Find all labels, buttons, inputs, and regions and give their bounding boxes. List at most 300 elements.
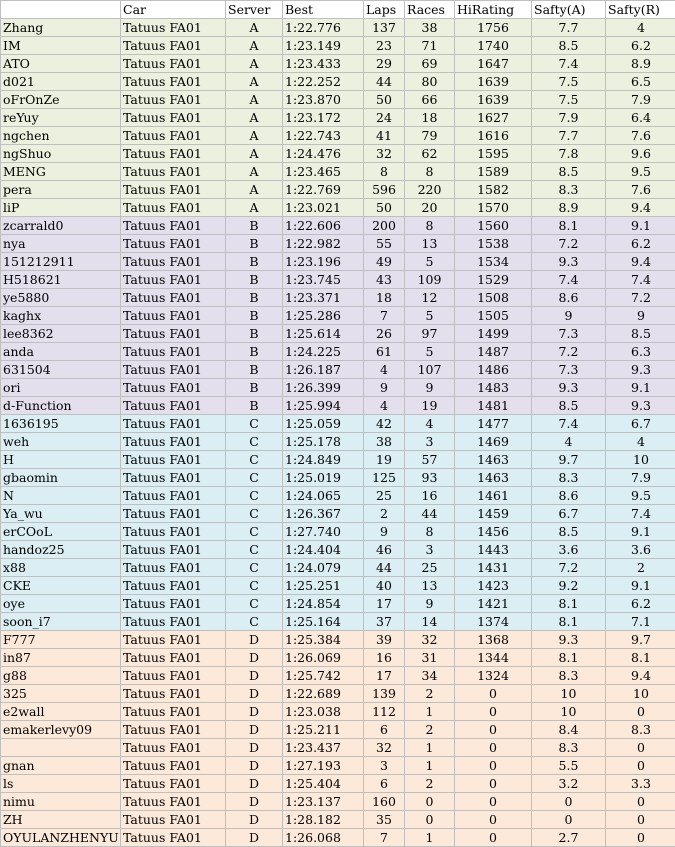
cell-races[interactable]: 9 [405, 595, 455, 613]
cell-safety-a[interactable]: 7.5 [532, 91, 606, 109]
cell-safety-r[interactable]: 0 [606, 811, 675, 829]
cell-server[interactable]: D [226, 667, 283, 685]
cell-laps[interactable]: 9 [364, 523, 405, 541]
cell-laps[interactable]: 50 [364, 91, 405, 109]
cell-best-lap[interactable]: 1:26.068 [283, 829, 364, 847]
cell-hirating[interactable]: 1431 [455, 559, 532, 577]
cell-best-lap[interactable]: 1:24.854 [283, 595, 364, 613]
cell-server[interactable]: A [226, 145, 283, 163]
cell-safety-r[interactable]: 9.1 [606, 379, 675, 397]
cell-races[interactable]: 1 [405, 739, 455, 757]
cell-server[interactable]: C [226, 541, 283, 559]
cell-server[interactable]: D [226, 739, 283, 757]
cell-best-lap[interactable]: 1:27.740 [283, 523, 364, 541]
cell-races[interactable]: 38 [405, 19, 455, 37]
cell-car[interactable]: Tatuus FA01 [121, 379, 226, 397]
cell-best-lap[interactable]: 1:23.371 [283, 289, 364, 307]
cell-races[interactable]: 2 [405, 721, 455, 739]
cell-best-lap[interactable]: 1:23.038 [283, 703, 364, 721]
cell-safety-r[interactable]: 7.4 [606, 271, 675, 289]
cell-car[interactable]: Tatuus FA01 [121, 505, 226, 523]
cell-safety-a[interactable]: 8.1 [532, 649, 606, 667]
cell-server[interactable]: A [226, 109, 283, 127]
cell-safety-a[interactable]: 8.9 [532, 199, 606, 217]
cell-races[interactable]: 20 [405, 199, 455, 217]
cell-safety-r[interactable]: 7.6 [606, 181, 675, 199]
cell-driver[interactable] [1, 739, 121, 757]
cell-safety-r[interactable]: 9 [606, 307, 675, 325]
cell-server[interactable]: C [226, 469, 283, 487]
cell-car[interactable]: Tatuus FA01 [121, 685, 226, 703]
cell-safety-a[interactable]: 8.5 [532, 163, 606, 181]
cell-car[interactable]: Tatuus FA01 [121, 469, 226, 487]
cell-laps[interactable]: 9 [364, 379, 405, 397]
cell-races[interactable]: 32 [405, 631, 455, 649]
cell-server[interactable]: B [226, 343, 283, 361]
cell-safety-a[interactable]: 8.1 [532, 613, 606, 631]
cell-car[interactable]: Tatuus FA01 [121, 271, 226, 289]
cell-car[interactable]: Tatuus FA01 [121, 613, 226, 631]
cell-best-lap[interactable]: 1:25.994 [283, 397, 364, 415]
cell-safety-a[interactable]: 10 [532, 703, 606, 721]
cell-driver[interactable]: kaghx [1, 307, 121, 325]
cell-laps[interactable]: 17 [364, 595, 405, 613]
cell-safety-a[interactable]: 9.3 [532, 253, 606, 271]
cell-safety-r[interactable]: 3.6 [606, 541, 675, 559]
cell-hirating[interactable]: 1423 [455, 577, 532, 595]
cell-hirating[interactable]: 0 [455, 775, 532, 793]
cell-best-lap[interactable]: 1:23.149 [283, 37, 364, 55]
cell-hirating[interactable]: 1481 [455, 397, 532, 415]
header-server[interactable]: Server [226, 1, 283, 19]
cell-races[interactable]: 5 [405, 307, 455, 325]
cell-laps[interactable]: 38 [364, 433, 405, 451]
cell-best-lap[interactable]: 1:25.742 [283, 667, 364, 685]
cell-best-lap[interactable]: 1:23.433 [283, 55, 364, 73]
cell-laps[interactable]: 25 [364, 487, 405, 505]
cell-races[interactable]: 8 [405, 163, 455, 181]
cell-car[interactable]: Tatuus FA01 [121, 19, 226, 37]
cell-safety-r[interactable]: 0 [606, 757, 675, 775]
cell-laps[interactable]: 39 [364, 631, 405, 649]
cell-safety-a[interactable]: 7.3 [532, 361, 606, 379]
cell-car[interactable]: Tatuus FA01 [121, 739, 226, 757]
cell-races[interactable]: 34 [405, 667, 455, 685]
cell-driver[interactable]: IM [1, 37, 121, 55]
cell-driver[interactable]: ngchen [1, 127, 121, 145]
cell-safety-r[interactable]: 7.6 [606, 127, 675, 145]
cell-hirating[interactable]: 1616 [455, 127, 532, 145]
cell-hirating[interactable]: 1582 [455, 181, 532, 199]
cell-server[interactable]: C [226, 577, 283, 595]
cell-laps[interactable]: 4 [364, 397, 405, 415]
cell-races[interactable]: 14 [405, 613, 455, 631]
cell-car[interactable]: Tatuus FA01 [121, 307, 226, 325]
cell-safety-a[interactable]: 6.7 [532, 505, 606, 523]
cell-races[interactable]: 109 [405, 271, 455, 289]
cell-best-lap[interactable]: 1:22.252 [283, 73, 364, 91]
cell-laps[interactable]: 17 [364, 667, 405, 685]
cell-car[interactable]: Tatuus FA01 [121, 649, 226, 667]
cell-races[interactable]: 9 [405, 379, 455, 397]
cell-laps[interactable]: 61 [364, 343, 405, 361]
cell-hirating[interactable]: 1589 [455, 163, 532, 181]
cell-laps[interactable]: 44 [364, 73, 405, 91]
cell-hirating[interactable]: 1499 [455, 325, 532, 343]
cell-hirating[interactable]: 1529 [455, 271, 532, 289]
cell-hirating[interactable]: 1463 [455, 469, 532, 487]
cell-hirating[interactable]: 1344 [455, 649, 532, 667]
cell-hirating[interactable]: 1463 [455, 451, 532, 469]
cell-driver[interactable]: gnan [1, 757, 121, 775]
cell-safety-a[interactable]: 9.3 [532, 631, 606, 649]
cell-car[interactable]: Tatuus FA01 [121, 343, 226, 361]
cell-safety-r[interactable]: 9.6 [606, 145, 675, 163]
cell-best-lap[interactable]: 1:23.437 [283, 739, 364, 757]
cell-car[interactable]: Tatuus FA01 [121, 199, 226, 217]
cell-safety-a[interactable]: 3.6 [532, 541, 606, 559]
cell-driver[interactable]: pera [1, 181, 121, 199]
cell-races[interactable]: 69 [405, 55, 455, 73]
cell-races[interactable]: 3 [405, 541, 455, 559]
cell-server[interactable]: C [226, 415, 283, 433]
cell-races[interactable]: 25 [405, 559, 455, 577]
cell-hirating[interactable]: 1639 [455, 73, 532, 91]
cell-car[interactable]: Tatuus FA01 [121, 775, 226, 793]
cell-hirating[interactable]: 1560 [455, 217, 532, 235]
cell-laps[interactable]: 43 [364, 271, 405, 289]
cell-safety-r[interactable]: 9.3 [606, 361, 675, 379]
cell-races[interactable]: 1 [405, 757, 455, 775]
cell-safety-r[interactable]: 9.7 [606, 631, 675, 649]
cell-car[interactable]: Tatuus FA01 [121, 559, 226, 577]
cell-safety-r[interactable]: 4 [606, 433, 675, 451]
cell-hirating[interactable]: 1421 [455, 595, 532, 613]
cell-server[interactable]: C [226, 613, 283, 631]
cell-car[interactable]: Tatuus FA01 [121, 325, 226, 343]
cell-hirating[interactable]: 0 [455, 685, 532, 703]
cell-server[interactable]: C [226, 595, 283, 613]
cell-safety-a[interactable]: 2.7 [532, 829, 606, 847]
cell-laps[interactable]: 3 [364, 757, 405, 775]
cell-server[interactable]: C [226, 433, 283, 451]
cell-safety-r[interactable]: 7.1 [606, 613, 675, 631]
cell-server[interactable]: D [226, 757, 283, 775]
cell-hirating[interactable]: 0 [455, 721, 532, 739]
cell-safety-r[interactable]: 6.7 [606, 415, 675, 433]
cell-safety-a[interactable]: 9.3 [532, 379, 606, 397]
cell-server[interactable]: C [226, 451, 283, 469]
cell-car[interactable]: Tatuus FA01 [121, 217, 226, 235]
cell-best-lap[interactable]: 1:26.367 [283, 505, 364, 523]
cell-safety-a[interactable]: 7.7 [532, 19, 606, 37]
cell-car[interactable]: Tatuus FA01 [121, 55, 226, 73]
cell-races[interactable]: 4 [405, 415, 455, 433]
cell-driver[interactable]: CKE [1, 577, 121, 595]
cell-best-lap[interactable]: 1:23.021 [283, 199, 364, 217]
cell-best-lap[interactable]: 1:25.019 [283, 469, 364, 487]
cell-driver[interactable]: N [1, 487, 121, 505]
cell-safety-a[interactable]: 8.6 [532, 289, 606, 307]
cell-driver[interactable]: oye [1, 595, 121, 613]
cell-driver[interactable]: x88 [1, 559, 121, 577]
cell-safety-a[interactable]: 7.9 [532, 109, 606, 127]
cell-driver[interactable]: d-Function [1, 397, 121, 415]
cell-races[interactable]: 62 [405, 145, 455, 163]
cell-hirating[interactable]: 1508 [455, 289, 532, 307]
cell-races[interactable]: 13 [405, 577, 455, 595]
cell-safety-r[interactable]: 8.3 [606, 721, 675, 739]
cell-hirating[interactable]: 1477 [455, 415, 532, 433]
cell-safety-a[interactable]: 7.4 [532, 415, 606, 433]
cell-races[interactable]: 2 [405, 685, 455, 703]
cell-driver[interactable]: 151212911 [1, 253, 121, 271]
cell-driver[interactable]: MENG [1, 163, 121, 181]
cell-driver[interactable]: ZH [1, 811, 121, 829]
cell-best-lap[interactable]: 1:24.476 [283, 145, 364, 163]
cell-safety-a[interactable]: 9.2 [532, 577, 606, 595]
cell-server[interactable]: B [226, 235, 283, 253]
cell-best-lap[interactable]: 1:23.465 [283, 163, 364, 181]
cell-safety-a[interactable]: 7.8 [532, 145, 606, 163]
cell-safety-r[interactable]: 6.5 [606, 73, 675, 91]
cell-car[interactable]: Tatuus FA01 [121, 793, 226, 811]
cell-races[interactable]: 8 [405, 217, 455, 235]
cell-safety-r[interactable]: 10 [606, 685, 675, 703]
cell-races[interactable]: 93 [405, 469, 455, 487]
cell-best-lap[interactable]: 1:24.404 [283, 541, 364, 559]
cell-server[interactable]: A [226, 19, 283, 37]
cell-car[interactable]: Tatuus FA01 [121, 37, 226, 55]
cell-safety-a[interactable]: 7.5 [532, 73, 606, 91]
cell-laps[interactable]: 200 [364, 217, 405, 235]
cell-laps[interactable]: 19 [364, 451, 405, 469]
cell-races[interactable]: 1 [405, 703, 455, 721]
cell-driver[interactable]: reYuy [1, 109, 121, 127]
cell-safety-a[interactable]: 8.5 [532, 523, 606, 541]
cell-hirating[interactable]: 0 [455, 703, 532, 721]
cell-hirating[interactable]: 1456 [455, 523, 532, 541]
cell-laps[interactable]: 18 [364, 289, 405, 307]
cell-safety-r[interactable]: 6.2 [606, 595, 675, 613]
cell-best-lap[interactable]: 1:27.193 [283, 757, 364, 775]
cell-races[interactable]: 71 [405, 37, 455, 55]
cell-hirating[interactable]: 1740 [455, 37, 532, 55]
cell-server[interactable]: B [226, 271, 283, 289]
cell-safety-r[interactable]: 9.1 [606, 217, 675, 235]
cell-laps[interactable]: 8 [364, 163, 405, 181]
cell-driver[interactable]: d021 [1, 73, 121, 91]
cell-hirating[interactable]: 1487 [455, 343, 532, 361]
cell-best-lap[interactable]: 1:22.982 [283, 235, 364, 253]
cell-best-lap[interactable]: 1:24.849 [283, 451, 364, 469]
cell-server[interactable]: B [226, 307, 283, 325]
cell-races[interactable]: 80 [405, 73, 455, 91]
cell-races[interactable]: 5 [405, 253, 455, 271]
cell-car[interactable]: Tatuus FA01 [121, 757, 226, 775]
cell-driver[interactable]: 325 [1, 685, 121, 703]
cell-safety-r[interactable]: 9.1 [606, 577, 675, 595]
cell-driver[interactable]: erCOoL [1, 523, 121, 541]
cell-safety-r[interactable]: 8.5 [606, 325, 675, 343]
cell-server[interactable]: B [226, 361, 283, 379]
cell-safety-r[interactable]: 9.4 [606, 199, 675, 217]
cell-best-lap[interactable]: 1:24.065 [283, 487, 364, 505]
cell-car[interactable]: Tatuus FA01 [121, 829, 226, 847]
cell-laps[interactable]: 50 [364, 199, 405, 217]
cell-hirating[interactable]: 1443 [455, 541, 532, 559]
cell-safety-r[interactable]: 4 [606, 19, 675, 37]
cell-safety-a[interactable]: 7.4 [532, 55, 606, 73]
cell-best-lap[interactable]: 1:23.196 [283, 253, 364, 271]
cell-races[interactable]: 16 [405, 487, 455, 505]
cell-car[interactable]: Tatuus FA01 [121, 163, 226, 181]
cell-car[interactable]: Tatuus FA01 [121, 595, 226, 613]
header-best[interactable]: Best [283, 1, 364, 19]
cell-car[interactable]: Tatuus FA01 [121, 397, 226, 415]
cell-hirating[interactable]: 0 [455, 739, 532, 757]
cell-laps[interactable]: 29 [364, 55, 405, 73]
cell-car[interactable]: Tatuus FA01 [121, 577, 226, 595]
cell-safety-a[interactable]: 7.3 [532, 325, 606, 343]
cell-server[interactable]: A [226, 73, 283, 91]
cell-server[interactable]: C [226, 505, 283, 523]
cell-races[interactable]: 220 [405, 181, 455, 199]
cell-car[interactable]: Tatuus FA01 [121, 415, 226, 433]
cell-car[interactable]: Tatuus FA01 [121, 523, 226, 541]
cell-driver[interactable]: emakerlevy09 [1, 721, 121, 739]
cell-laps[interactable]: 23 [364, 37, 405, 55]
cell-best-lap[interactable]: 1:26.069 [283, 649, 364, 667]
cell-races[interactable]: 107 [405, 361, 455, 379]
cell-driver[interactable]: 631504 [1, 361, 121, 379]
cell-server[interactable]: B [226, 379, 283, 397]
cell-driver[interactable]: oFrOnZe [1, 91, 121, 109]
cell-laps[interactable]: 37 [364, 613, 405, 631]
cell-laps[interactable]: 24 [364, 109, 405, 127]
cell-laps[interactable]: 139 [364, 685, 405, 703]
cell-server[interactable]: B [226, 217, 283, 235]
cell-driver[interactable]: nya [1, 235, 121, 253]
cell-races[interactable]: 5 [405, 343, 455, 361]
cell-server[interactable]: D [226, 793, 283, 811]
cell-laps[interactable]: 4 [364, 361, 405, 379]
cell-driver[interactable]: zcarrald0 [1, 217, 121, 235]
cell-server[interactable]: B [226, 289, 283, 307]
cell-best-lap[interactable]: 1:25.164 [283, 613, 364, 631]
cell-car[interactable]: Tatuus FA01 [121, 361, 226, 379]
cell-races[interactable]: 0 [405, 793, 455, 811]
cell-safety-r[interactable]: 9.4 [606, 667, 675, 685]
cell-server[interactable]: A [226, 199, 283, 217]
cell-safety-a[interactable]: 7.7 [532, 127, 606, 145]
cell-safety-r[interactable]: 9.4 [606, 253, 675, 271]
cell-driver[interactable]: 1636195 [1, 415, 121, 433]
cell-safety-r[interactable]: 9.1 [606, 523, 675, 541]
cell-safety-r[interactable]: 3.3 [606, 775, 675, 793]
cell-hirating[interactable]: 1469 [455, 433, 532, 451]
cell-safety-r[interactable]: 7.4 [606, 505, 675, 523]
cell-driver[interactable]: handoz25 [1, 541, 121, 559]
cell-races[interactable]: 57 [405, 451, 455, 469]
cell-best-lap[interactable]: 1:25.059 [283, 415, 364, 433]
cell-safety-r[interactable]: 10 [606, 451, 675, 469]
cell-server[interactable]: D [226, 685, 283, 703]
cell-safety-a[interactable]: 3.2 [532, 775, 606, 793]
cell-best-lap[interactable]: 1:24.225 [283, 343, 364, 361]
cell-car[interactable]: Tatuus FA01 [121, 667, 226, 685]
cell-safety-a[interactable]: 9.7 [532, 451, 606, 469]
cell-server[interactable]: D [226, 649, 283, 667]
cell-hirating[interactable]: 1368 [455, 631, 532, 649]
cell-best-lap[interactable]: 1:25.384 [283, 631, 364, 649]
cell-hirating[interactable]: 0 [455, 811, 532, 829]
cell-laps[interactable]: 42 [364, 415, 405, 433]
cell-server[interactable]: D [226, 721, 283, 739]
cell-best-lap[interactable]: 1:22.743 [283, 127, 364, 145]
cell-safety-a[interactable]: 8.3 [532, 739, 606, 757]
cell-best-lap[interactable]: 1:22.776 [283, 19, 364, 37]
cell-races[interactable]: 3 [405, 433, 455, 451]
cell-server[interactable]: B [226, 397, 283, 415]
cell-safety-r[interactable]: 9.5 [606, 487, 675, 505]
cell-safety-a[interactable]: 8.5 [532, 37, 606, 55]
cell-safety-r[interactable]: 0 [606, 793, 675, 811]
cell-safety-r[interactable]: 6.2 [606, 235, 675, 253]
cell-hirating[interactable]: 1538 [455, 235, 532, 253]
cell-races[interactable]: 2 [405, 775, 455, 793]
cell-laps[interactable]: 2 [364, 505, 405, 523]
cell-laps[interactable]: 125 [364, 469, 405, 487]
cell-car[interactable]: Tatuus FA01 [121, 631, 226, 649]
cell-best-lap[interactable]: 1:24.079 [283, 559, 364, 577]
cell-safety-r[interactable]: 6.3 [606, 343, 675, 361]
cell-server[interactable]: C [226, 523, 283, 541]
cell-laps[interactable]: 35 [364, 811, 405, 829]
cell-car[interactable]: Tatuus FA01 [121, 433, 226, 451]
cell-safety-a[interactable]: 8.3 [532, 469, 606, 487]
cell-hirating[interactable]: 1756 [455, 19, 532, 37]
cell-laps[interactable]: 16 [364, 649, 405, 667]
cell-hirating[interactable]: 1595 [455, 145, 532, 163]
cell-hirating[interactable]: 0 [455, 829, 532, 847]
cell-hirating[interactable]: 1459 [455, 505, 532, 523]
cell-races[interactable]: 18 [405, 109, 455, 127]
cell-safety-a[interactable]: 7.4 [532, 271, 606, 289]
cell-best-lap[interactable]: 1:23.137 [283, 793, 364, 811]
cell-best-lap[interactable]: 1:25.286 [283, 307, 364, 325]
cell-car[interactable]: Tatuus FA01 [121, 703, 226, 721]
cell-driver[interactable]: ls [1, 775, 121, 793]
cell-hirating[interactable]: 1627 [455, 109, 532, 127]
cell-laps[interactable]: 44 [364, 559, 405, 577]
cell-laps[interactable]: 7 [364, 307, 405, 325]
cell-driver[interactable]: Zhang [1, 19, 121, 37]
cell-server[interactable]: C [226, 487, 283, 505]
cell-safety-r[interactable]: 7.9 [606, 469, 675, 487]
cell-hirating[interactable]: 0 [455, 793, 532, 811]
cell-safety-a[interactable]: 8.3 [532, 181, 606, 199]
cell-driver[interactable]: e2wall [1, 703, 121, 721]
cell-races[interactable]: 97 [405, 325, 455, 343]
cell-driver[interactable]: F777 [1, 631, 121, 649]
cell-driver[interactable]: ye5880 [1, 289, 121, 307]
cell-driver[interactable]: in87 [1, 649, 121, 667]
cell-laps[interactable]: 46 [364, 541, 405, 559]
cell-server[interactable]: A [226, 37, 283, 55]
cell-races[interactable]: 66 [405, 91, 455, 109]
cell-laps[interactable]: 41 [364, 127, 405, 145]
